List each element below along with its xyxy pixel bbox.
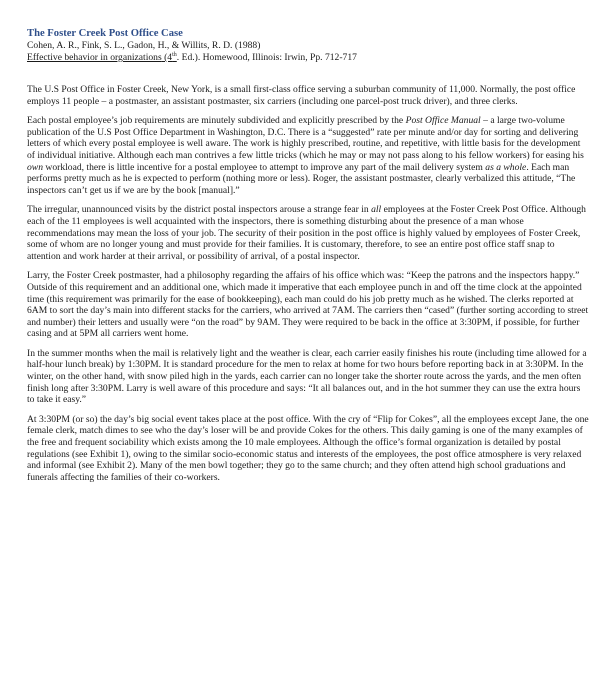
- citation-book-title: Effective behavior in organizations (4th: [27, 51, 177, 63]
- paragraph-1: The U.S Post Office in Foster Creek, New York, is a small first-class office serving a suburban community of 11,000. Normally, the post office employs 11 people – a postmaster, an assistant postmaster, six carriers (including one parcel-post truck driver), and three clerks.: [27, 84, 576, 107]
- case-title: The Foster Creek Post Office Case: [27, 28, 183, 39]
- citation-publisher: . Ed.). Homewood, Illinois: Irwin, Pp. 712-717: [176, 52, 357, 63]
- paragraph-2: Each postal employee’s job requirements are minutely subdivided and explicitly prescribed by the Post Office Manual – a large two-volume publication of the U.S Post Office Department in Washington, D.C. There is a “suggested” rate per minute and/or day for sorting and delivering letters of which every postal employee is well aware. The work is highly prescribed, routine, and repetitive, with little basis for the development of individual initiative. Although each man contrives a few little tricks (which he may or may not pass along to his fellow workers) for easing his own workload, there is little incentive for a postal employee to attempt to improve any part of the mail delivery system as a whole. Each man performs pretty much as he is expected to perform (nothing more or less). Roger, the assistant postmaster, clearly verbalized this attitude, “The inspectors can’t get us if we are by the book [manual].”: [27, 115, 584, 196]
- citation-source: [27, 52, 589, 64]
- paragraph-3: The irregular, unannounced visits by the district postal inspectors arouse a strange fear in all employees at the Foster Creek Post Office. Although each of the 11 employees is well acquainted with the inspectors, there is something disturbing about the presence of a man whose recommendations may mean the loss of your job. The security of their position in the post office is highly valued by employees of Foster Creek, some of whom are no longer young and must provide for their families. It is customary, therefore, to see an entire post office staff snap to attention and work harder at their arrival, or possibility of arrival, of a postal inspector.: [27, 204, 586, 262]
- paragraph-4: Larry, the Foster Creek postmaster, had a philosophy regarding the affairs of his office which was: “Keep the patrons and the inspectors happy.” Outside of this requirement and an additional one, which made it imperative that each employee punch in and off the time clock at the appointed time (this requirement was primarily for the ease of bookkeeping), each man could do his job pretty much as he wished. The clerks reported at 6AM to sort the day’s main into different stacks for the carriers, who arrived at 7AM. The carriers then “cased” (further sorting according to street and number) their letters and usually were “on the road” by 9AM. They were required to be back in the office at 3:30PM, if possible, for further casing and at 5PM all carriers went home.: [27, 270, 589, 340]
- paragraph-6: At 3:30PM (or so) the day’s big social event takes place at the post office. With the cry of “Flip for Cokes”, all the employees except Jane, the one female clerk, match dimes to see who the day’s loser will be and provide Cokes for the others. This daily gaming is one of the many examples of the free and frequent sociability which exists among the 10 male employees. Although the office’s formal organization is detailed by postal regulations (see Exhibit 1), owing to the similar socio-economic status and interests of the employees, the post office atmosphere is very relaxed and informal (see Exhibit 2). Many of the men bowl together; they go to the same church; and they often attend high school graduations and funerals affecting the families of their co-workers.: [27, 413, 589, 483]
- paragraph-5: In the summer months when the mail is relatively light and the weather is clear, each carrier easily finishes his route (including time allowed for a half-hour lunch break) by 1:30PM. It is standard procedure for the men to relax at home for two hours before reporting back in at 3:30PM. In the winter, on the other hand, with snow piled high in the yards, each carrier can no longer take the shorter route across the yards, and the men often finish long after 3:30PM. Larry is well aware of this procedure and says: “It all balances out, and in the hot summer they can use the extra hours to take it easy.”: [27, 347, 587, 406]
- document-page: [27, 28, 589, 491]
- citation-authors: Cohen, A. R., Fink, S. L., Gadon, H., & Willits, R. D. (1988): [27, 40, 261, 51]
